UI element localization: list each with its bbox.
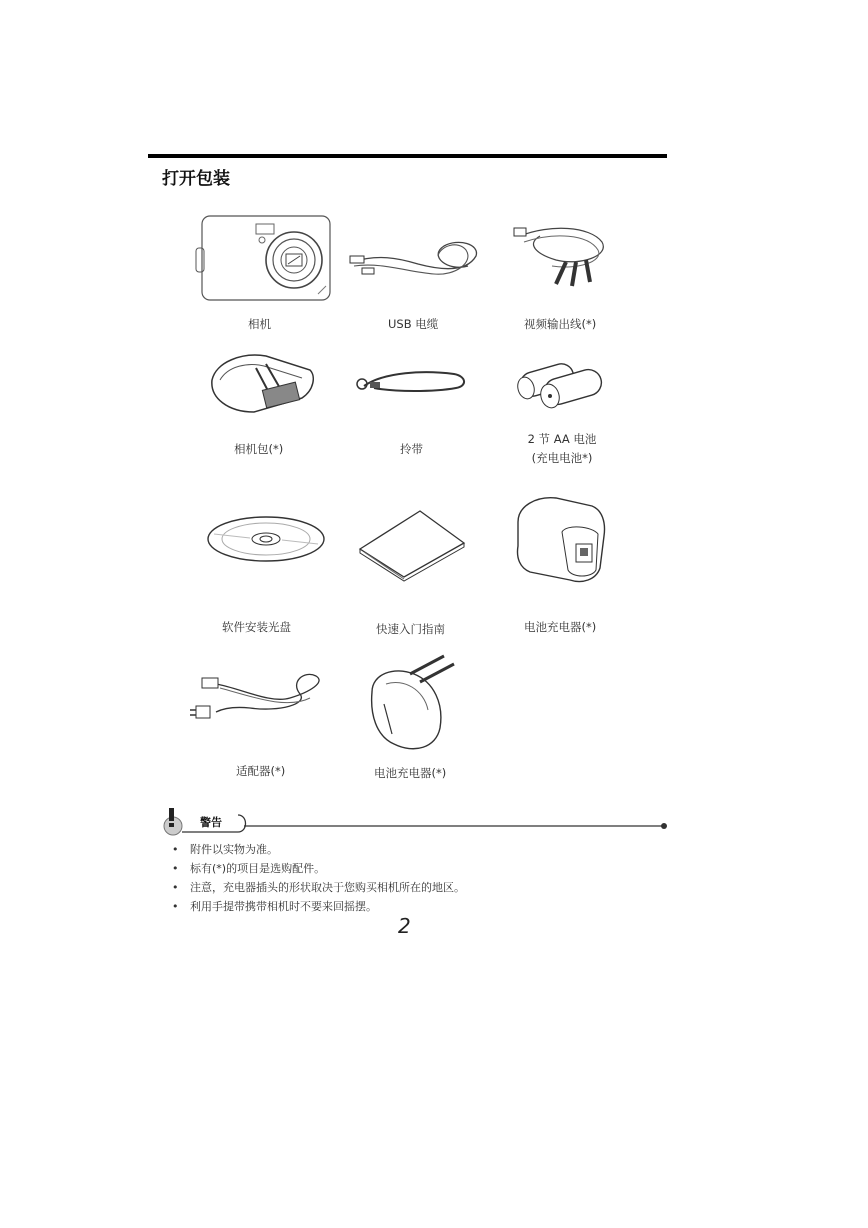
note-item: • 注意，充电器插头的形状取决于您购买相机所在的地区。: [172, 878, 465, 897]
quick-guide-icon: [356, 505, 468, 579]
usb-cable-icon: [348, 232, 483, 282]
item-label: 视频输出线(*): [524, 317, 597, 331]
item-label: 拎带: [400, 442, 423, 456]
top-rule: [148, 154, 667, 158]
warning-header: [160, 808, 670, 838]
cd-icon: [204, 514, 328, 564]
power-adapter-icon: [190, 668, 330, 724]
item-label: 适配器(*): [236, 764, 286, 778]
item-label-line2: (充电电池*): [531, 451, 593, 465]
item-label-line1: 2 节 AA 电池: [527, 432, 597, 446]
battery-charger-icon: [512, 492, 608, 588]
item-label: 快速入门指南: [376, 622, 445, 636]
note-item: • 附件以实物为准。: [172, 840, 465, 859]
camera-bag-icon: [206, 346, 318, 416]
batteries-icon: [514, 360, 610, 410]
section-title: 打开包装: [162, 169, 230, 189]
plug-charger-icon: [364, 644, 464, 756]
warning-title: 警告: [200, 816, 222, 829]
item-label: 相机包(*): [234, 442, 284, 456]
page-number: 2: [398, 914, 411, 938]
item-label: 电池充电器(*): [524, 620, 597, 634]
warning-rule: [182, 814, 670, 838]
item-label: 相机: [248, 317, 271, 331]
warning-notes: [172, 840, 465, 916]
wrist-strap-icon: [354, 366, 470, 396]
item-label: 软件安装光盘: [222, 620, 291, 634]
item-label: 电池充电器(*): [374, 766, 447, 780]
note-item: • 利用手提带携带相机时不要来回摇摆。: [172, 897, 465, 916]
item-label: USB 电缆: [388, 317, 439, 331]
camera-icon: [194, 212, 334, 304]
av-cable-icon: [510, 222, 610, 292]
note-item: • 标有(*)的项目是选购配件。: [172, 859, 465, 878]
item-label: [492, 430, 632, 468]
